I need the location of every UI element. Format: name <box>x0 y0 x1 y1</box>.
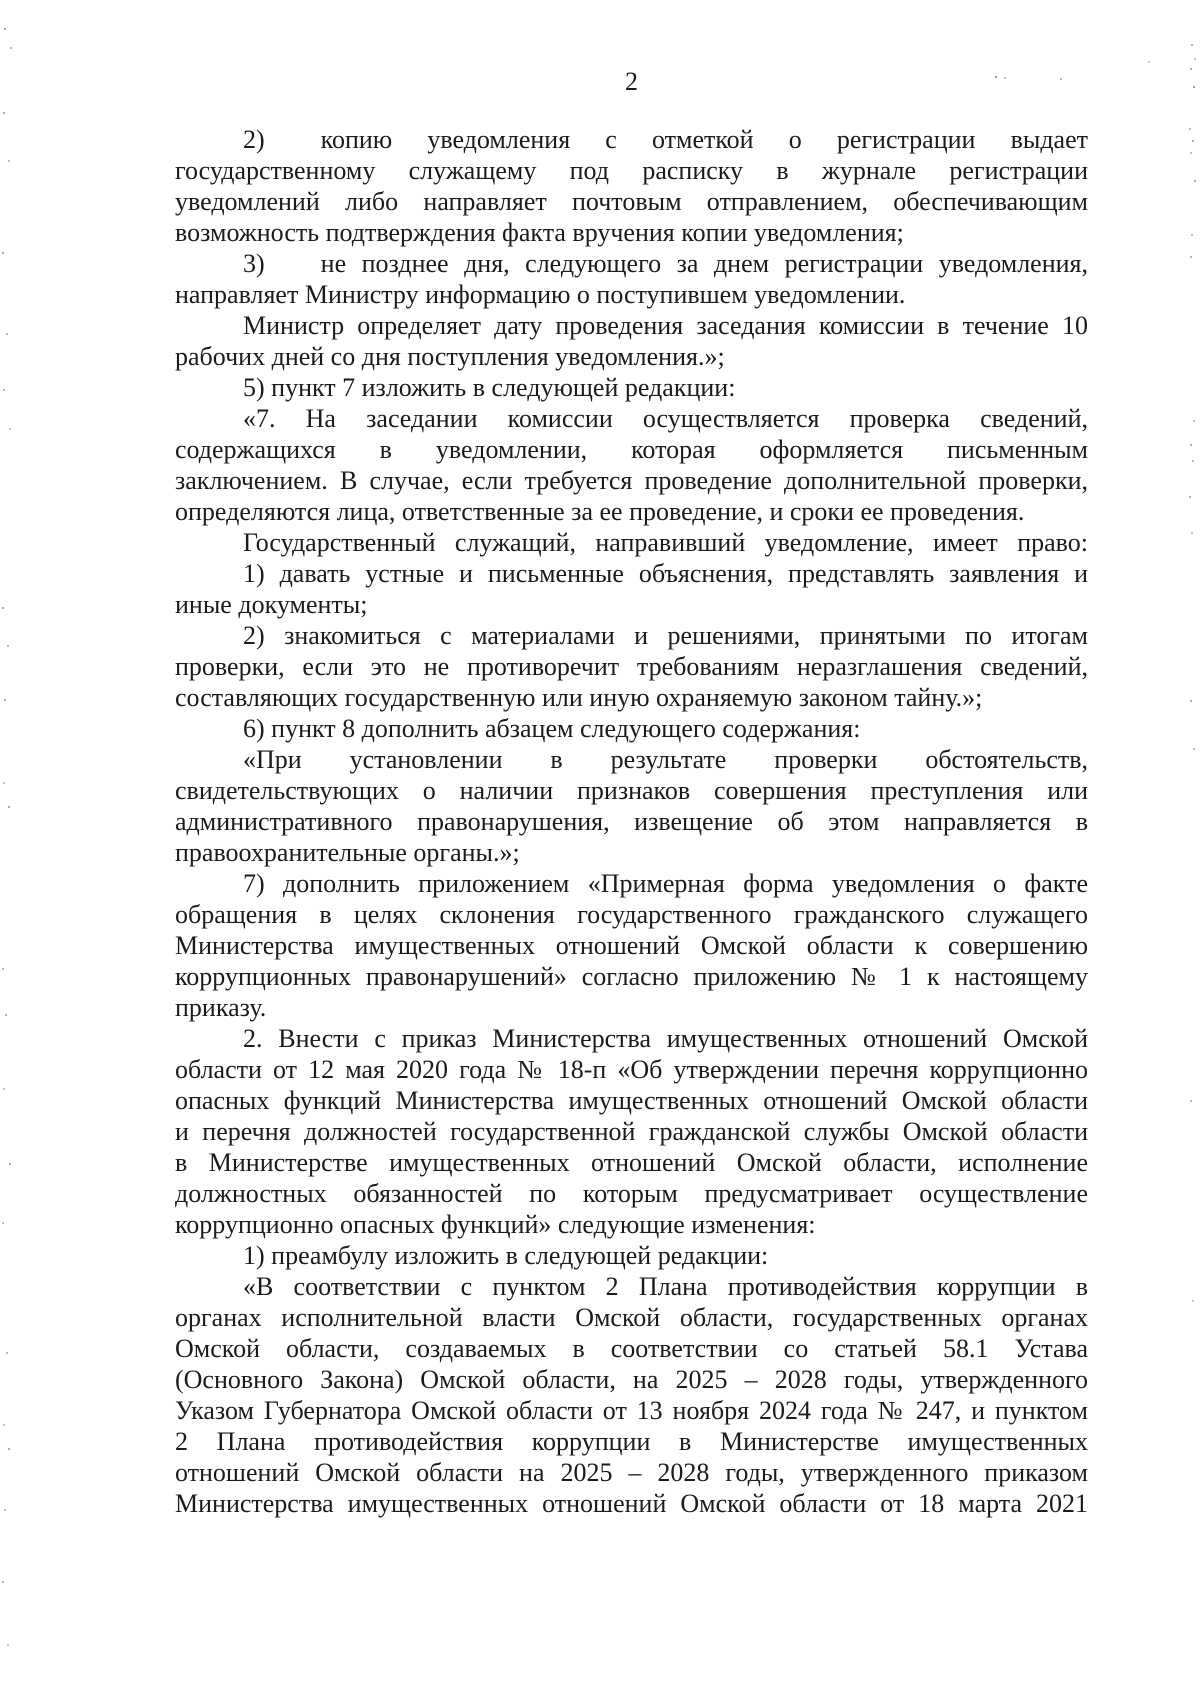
text-line: коррупционных правонарушений» согласно приложению № 1 к настоящему <box>175 962 1088 991</box>
text-line: 2. Внести с приказ Министерства имущественных отношений Омской <box>243 1024 1088 1053</box>
paragraph <box>175 868 1088 1023</box>
text-line: 5) пункт 7 изложить в следующей редакции: <box>243 373 736 402</box>
paragraph <box>175 372 1088 403</box>
paragraph <box>175 527 1088 558</box>
text-line: 1) давать устные и письменные объяснения, представлять заявления и <box>243 559 1088 588</box>
text-line: приказу. <box>175 993 267 1022</box>
scan-noise <box>0 0 2 2</box>
text-line: органах исполнительной власти Омской области, государственных органах <box>175 1303 1088 1332</box>
paragraph <box>175 1271 1088 1519</box>
text-line: Государственный служащий, направивший уведомление, имеет право: <box>243 528 1088 557</box>
text-line: 7) дополнить приложением «Примерная форма уведомления о факте <box>243 869 1088 898</box>
document-body <box>175 124 1088 1519</box>
text-line: 2) знакомиться с материалами и решениями, принятыми по итогам <box>243 621 1088 650</box>
text-line: коррупционно опасных функций» следующие изменения: <box>175 1210 816 1239</box>
paragraph <box>175 1023 1088 1240</box>
paragraph <box>175 713 1088 744</box>
text-line: обращения в целях склонения государственного гражданского служащего <box>175 900 1088 929</box>
text-line: рабочих дней со дня поступления уведомления.»; <box>175 342 725 371</box>
text-line: 1) преамбулу изложить в следующей редакции: <box>243 1241 769 1270</box>
text-line: должностных обязанностей по которым предусматривает осуществление <box>175 1179 1088 1208</box>
text-line: 3) не позднее дня, следующего за днем регистрации уведомления, <box>243 249 1088 278</box>
text-line: «При установлении в результате проверки обстоятельств, <box>243 745 1088 774</box>
text-line: 2) копию уведомления с отметкой о регистрации выдает <box>243 125 1088 154</box>
text-line: правоохранительные органы.»; <box>175 838 520 867</box>
text-line: Указом Губернатора Омской области от 13 ноября 2024 года № 247, и пунктом <box>175 1396 1088 1425</box>
text-line: «7. На заседании комиссии осуществляется проверка сведений, <box>243 404 1088 433</box>
paragraph <box>175 1240 1088 1271</box>
text-line: Министерства имущественных отношений Омской области к совершению <box>175 931 1088 960</box>
text-line: содержащихся в уведомлении, которая оформляется письменным <box>175 435 1088 464</box>
text-line: свидетельствующих о наличии признаков совершения преступления или <box>175 776 1088 805</box>
text-line: проверки, если это не противоречит требованиям неразглашения сведений, <box>175 652 1088 681</box>
text-line: государственному служащему под расписку в журнале регистрации <box>175 156 1088 185</box>
paragraph <box>175 620 1088 713</box>
text-line: 2 Плана противодействия коррупции в Министерстве имущественных <box>175 1427 1088 1456</box>
text-line: области от 12 мая 2020 года № 18-п «Об утверждении перечня коррупционно <box>175 1055 1088 1084</box>
text-line: иные документы; <box>175 590 368 619</box>
text-line: в Министерстве имущественных отношений Омской области, исполнение <box>175 1148 1088 1177</box>
paragraph <box>175 403 1088 527</box>
paragraph <box>175 310 1088 372</box>
text-line: заключением. В случае, если требуется проведение дополнительной проверки, <box>175 466 1088 495</box>
text-line: «В соответствии с пунктом 2 Плана противодействия коррупции в <box>243 1272 1088 1301</box>
text-line: Министерства имущественных отношений Омской области от 18 марта 2021 <box>175 1489 1088 1518</box>
text-line: 6) пункт 8 дополнить абзацем следующего содержания: <box>243 714 861 743</box>
paragraph <box>175 744 1088 868</box>
text-line: Министр определяет дату проведения заседания комиссии в течение 10 <box>243 311 1088 340</box>
text-line: возможность подтверждения факта вручения копии уведомления; <box>175 218 904 247</box>
text-line: составляющих государственную или иную охраняемую законом тайну.»; <box>175 683 983 712</box>
text-line: административного правонарушения, извещение об этом направляется в <box>175 807 1088 836</box>
paragraph <box>175 124 1088 248</box>
text-line: и перечня должностей государственной гражданской службы Омской области <box>175 1117 1088 1146</box>
text-line: Омской области, создаваемых в соответствии со статьей 58.1 Устава <box>175 1334 1088 1363</box>
paragraph <box>175 248 1088 310</box>
text-line: уведомлений либо направляет почтовым отправлением, обеспечивающим <box>175 187 1088 216</box>
document-content <box>175 66 1088 1519</box>
text-line: (Основного Закона) Омской области, на 2025 – 2028 годы, утвержденного <box>175 1365 1088 1394</box>
text-line: опасных функций Министерства имущественных отношений Омской области <box>175 1086 1088 1115</box>
text-line: определяются лица, ответственные за ее проведение, и сроки ее проведения. <box>175 497 1025 526</box>
page-number: 2 <box>625 67 638 96</box>
text-line: направляет Министру информацию о поступившем уведомлении. <box>175 280 906 309</box>
paragraph <box>175 558 1088 620</box>
text-line: отношений Омской области на 2025 – 2028 годы, утвержденного приказом <box>175 1458 1088 1487</box>
